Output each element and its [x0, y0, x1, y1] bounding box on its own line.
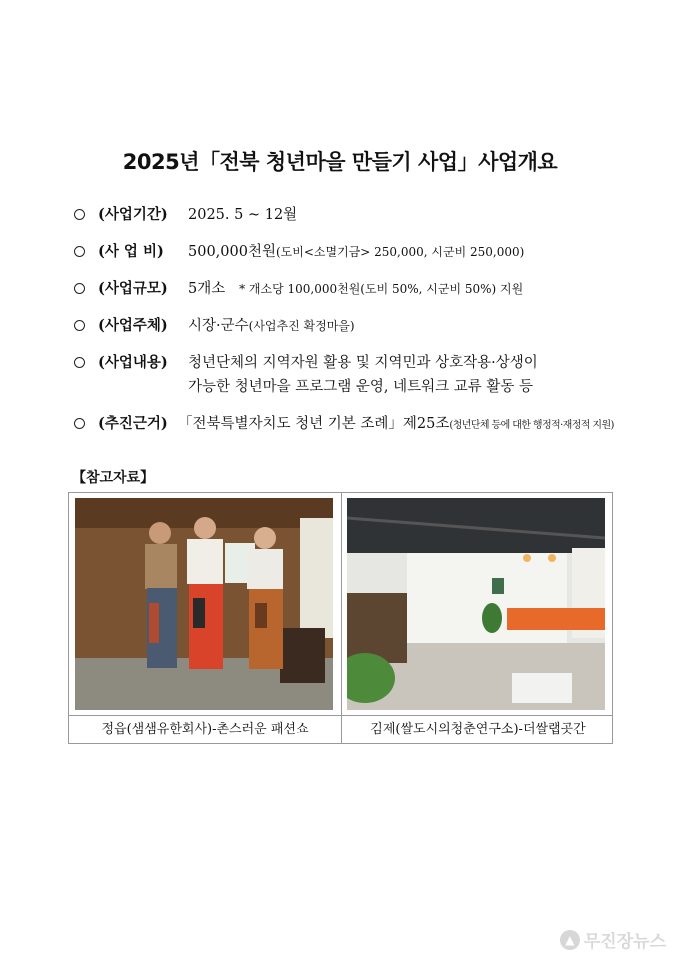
page-title: 2025년「전북 청년마을 만들기 사업」사업개요: [122, 150, 558, 174]
item-note: * 개소당 100,000천원(도비 50%, 시군비 50%) 지원: [239, 282, 524, 296]
item-value: 5개소: [188, 281, 226, 297]
fashion-show-photo: [75, 498, 333, 710]
circle-bullet-icon: [74, 283, 85, 294]
item-label: (사업내용): [98, 354, 168, 371]
item-note: (도비<소멸기금> 250,000, 시군비 250,000): [275, 245, 525, 259]
item-value: 시장·군수: [188, 318, 249, 334]
list-item: [74, 203, 634, 227]
item-label: (사업규모): [98, 280, 168, 297]
list-item: [74, 412, 634, 438]
item-label: (사업기간): [98, 206, 168, 223]
item-value: 500,000천원: [188, 244, 276, 260]
photo-caption: 김제(쌀도시의청춘연구소)-더쌀랩곳간: [370, 722, 586, 737]
item-value: 「전북특별자치도 청년 기본 조례」제25조: [178, 416, 450, 432]
watermark-text: 무진장뉴스: [583, 932, 666, 952]
list-item: [74, 277, 634, 301]
item-value-continued: 가능한 청년마을 프로그램 운영, 네트워크 교류 활동 등: [188, 379, 534, 395]
reference-label: 【참고자료】: [72, 470, 155, 486]
photo-caption: 정읍(샘샘유한회사)-촌스러운 패션쇼: [101, 722, 309, 737]
item-label: (사 업 비): [98, 243, 164, 260]
list-item: [74, 240, 634, 264]
circle-bullet-icon: [74, 209, 85, 220]
circle-bullet-icon: [74, 320, 85, 331]
item-label: (추진근거): [98, 415, 168, 432]
circle-bullet-icon: [74, 357, 85, 368]
watermark: [560, 927, 666, 952]
item-label: (사업주체): [98, 317, 168, 334]
item-value: 청년단체의 지역자원 활용 및 지역민과 상호작용·상생이: [188, 355, 538, 371]
list-item: [74, 314, 634, 338]
circle-bullet-icon: [74, 418, 85, 429]
mountain-logo-icon: ▲: [560, 930, 580, 950]
item-note: (사업추진 확정마을): [248, 319, 355, 333]
item-note: (청년단체 등에 대한 행정적·재정적 지원): [449, 420, 614, 431]
list-item: [74, 351, 634, 399]
overview-list: [74, 203, 634, 451]
lab-space-photo: [347, 498, 605, 710]
item-value: 2025. 5 ~ 12월: [188, 207, 298, 223]
reference-table: [68, 492, 613, 744]
circle-bullet-icon: [74, 246, 85, 257]
